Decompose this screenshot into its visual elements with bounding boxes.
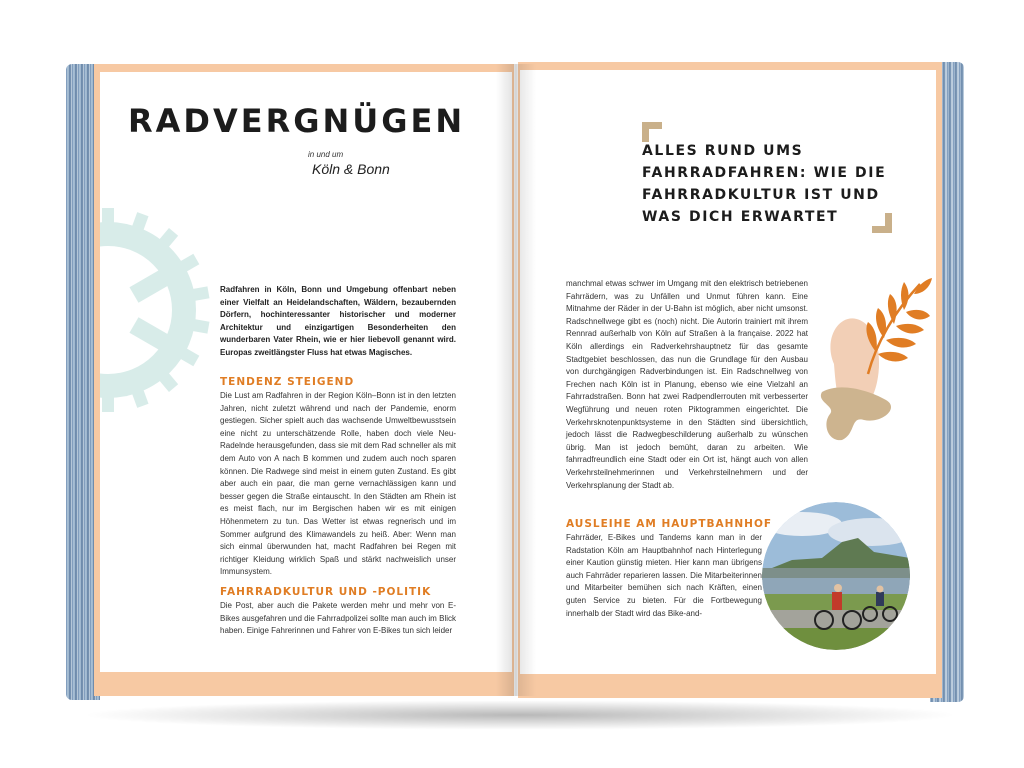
left-page <box>100 72 512 672</box>
section-text-tendenz: Die Lust am Radfahren in der Region Köln–Bonn ist in den letzten Jahren, nicht zuletzt während und nach der Pandemie, enorm gestiegen. Sicher spielt auch das wachsende Umweltbewusstsein eine nicht zu unterschätzende Rolle, haben doch viele Neu-Radelnde herausgefunden, dass sie mit dem Rad schneller als mit dem Auto von A nach B kommen und zudem auch noch sparen können. Die Radwege sind meist in einem guten Zustand. Es gibt aber auch ein paar, die man gerne vernachlässigen kann und besser gegen die Straße eintauscht. In den Städten am Rhein ist es meist flach, nur im Bergischen haben wir es mit einigen Höhenmetern zu tun. Das Wetter ist etwas regnerisch und im Sommer aufgrund des Klimawandels zu heiß. Aber: Wenn man sich einmal überwunden hat, macht Radfahren bei Regen mit richtiger Kleidung wirklich Spaß und stärkt nachweislich unser Immunsystem. <box>220 391 456 577</box>
cyclists-rhine-photo <box>762 502 910 650</box>
quote-corner-top-left <box>642 122 649 142</box>
quote-corner-bottom-right <box>885 213 892 233</box>
page-title: RADVERGNÜGEN <box>128 102 466 140</box>
leaf-decoration-icon <box>816 264 936 444</box>
section-text-fahrradkultur: Die Post, aber auch die Pakete werden mehr und mehr von E-Bikes ausgefahren und die Fahrradpolizei sollte man auch im Blick haben. Einige Fahrerinnen und Fahrer von E-Bikes tun sich leider <box>220 601 456 636</box>
section-text-ausleihe: Fahrräder, E-Bikes und Tandems kann man in der Radstation Köln am Hauptbahnhof nach Hinterlegung einer Kaution günstig mieten. Hier kann man übrigens auch Fahrräder reparieren lassen. Die Mitarbeiterinnen und Mitarbeiter bemühen sich nach Kräften, einen guten Service zu bieten. Für die Fortbewegung innerhalb der Stadt wird das Bike-and- <box>566 533 762 618</box>
intro-paragraph: Radfahren in Köln, Bonn und Umgebung offenbart neben einer Vielfalt an Heidelandschaften, Wäldern, bezaubernden Dörfern, hochinteressanter historischer und moderner Architektur und einzigartigen Besonderheiten den wunderbaren Vater Rhein, wie er hier liebevoll genannt wird. Europas zweitlängster Fluss hat etwas Magisches. <box>220 285 456 357</box>
subtitle-prefix: in und um <box>308 150 344 159</box>
bicycle-chainring-icon <box>100 190 228 430</box>
section-heading-ausleihe: AUSLEIHE AM HAUPTBAHNHOF <box>566 518 773 530</box>
section-heading-tendenz: TENDENZ STEIGEND <box>220 376 355 388</box>
pull-quote: ALLES RUND UMS FAHRRADFAHREN: WIE DIE FAHRRADKULTUR IST UND WAS DICH ERWARTET <box>642 143 887 225</box>
section-heading-fahrradkultur: FAHRRADKULTUR UND -POLITIK <box>220 586 432 598</box>
right-page <box>520 70 936 674</box>
subtitle: Köln & Bonn <box>312 161 390 177</box>
continuation-paragraph: manchmal etwas schwer im Umgang mit den elektrisch betriebenen Fahrrädern, was zu Unfällen und Unmut führen kann. Eine Mitnahme der Räder in der U-Bahn ist möglich, aber nicht umsonst. Radschnellwege gibt es (noch) nicht. Die Autorin trainiert mit ihrem Rennrad außerhalb von Köln auf Straßen à la française. 2022 hat Köln allerdings ein Radverkehrshauptnetz für das gesamte Stadtgebiet beschlossen, das nun die Grundlage für den Ausbau von durchgängigen Radverbindungen ist. Ein Radschnellweg von Frechen nach Köln ist in Planung, ebenso wie eine Vielzahl an Fahrradstraßen. Bonn hat zwei Radpendlerrouten mit verbesserter Wegführung und neuen roten Piktogrammen eingerichtet. Die Verkehrsknotenpunktsysteme in den Städten sind übersichtlich, jedoch lässt die Radwegbeschilderung außerhalb zu wünschen übrig. Man ist jedoch bemüht, daran zu arbeiten. Wie fahrradfreundlich eine Stadt oder ein Ort ist, hängt auch von allen Verkehrsteilnehmerinnen und Verkehrsteilnehmern und der Verkehrsplanung der Stadt ab. <box>566 279 808 490</box>
book-shadow <box>80 700 960 730</box>
book-gutter <box>496 64 536 696</box>
